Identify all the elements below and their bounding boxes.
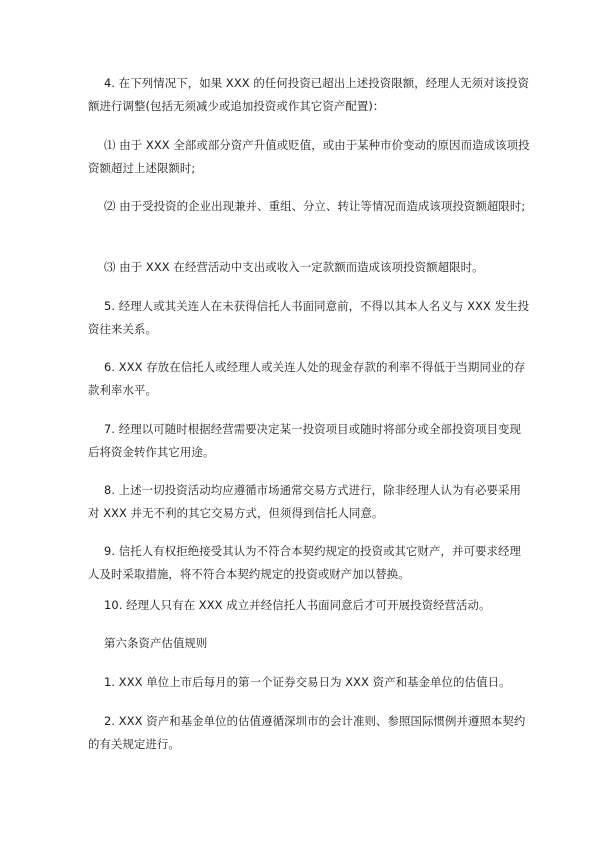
paragraph-4: 4. 在下列情况下，如果 XXX 的任何投资已超出上述投资限额，经理人无须对该投资额进行调整(包括无须减少或追加投资或作其它资产配置)： xyxy=(88,76,530,113)
paragraph-5: 5. 经理人或其关连人在未获得信托人书面同意前，不得以其本人名义与 XXX 发生投资往来关系。 xyxy=(88,299,530,336)
paragraph-9: 9. 信托人有权拒绝接受其认为不符合本契约规定的投资或其它财产，并可要求经理人及时采取措施，将不符合本契约规定的投资或财产加以替换。 xyxy=(88,544,521,581)
paragraph-4-item-2: ⑵ 由于受投资的企业出现兼并、重组、分立、转让等情况而造成该项投资额超限时; xyxy=(104,199,526,213)
paragraph-4-item-1: ⑴ 由于 XXX 全部或部分资产升值或贬值，或由于某种市价变动的原因而造成该项投资额超过上述限额时; xyxy=(88,138,530,175)
article-6-paragraph-2: 2. XXX 资产和基金单位的估值遵循深圳市的会计准则、参照国际惯例并遵照本契约的有关规定进行。 xyxy=(88,714,526,751)
paragraph-6: 6. XXX 存放在信托人或经理人或关连人处的现金存款的利率不得低于当期同业的存款利率水平。 xyxy=(88,360,526,397)
section-heading-article-6: 第六条资产估值规则 xyxy=(104,636,208,650)
paragraph-4-item-3: ⑶ 由于 XXX 在经营活动中支出或收入一定款额而造成该项投资额超限时。 xyxy=(104,260,484,274)
paragraph-10: 10. 经理人只有在 XXX 成立并经信托人书面同意后才可开展投资经营活动。 xyxy=(104,598,491,612)
paragraph-8: 8. 上述一切投资活动均应遵循市场通常交易方式进行，除非经理人认为有必要采用对 XXX 并无不利的其它交易方式，但须得到信托人同意。 xyxy=(88,483,521,520)
paragraph-7: 7. 经理以可随时根据经营需要决定某一投资项目或随时将部分或全部投资项目变现后将资金转作其它用途。 xyxy=(88,422,521,459)
article-6-paragraph-1: 1. XXX 单位上市后每月的第一个证券交易日为 XXX 资产和基金单位的估值日。 xyxy=(104,675,511,689)
